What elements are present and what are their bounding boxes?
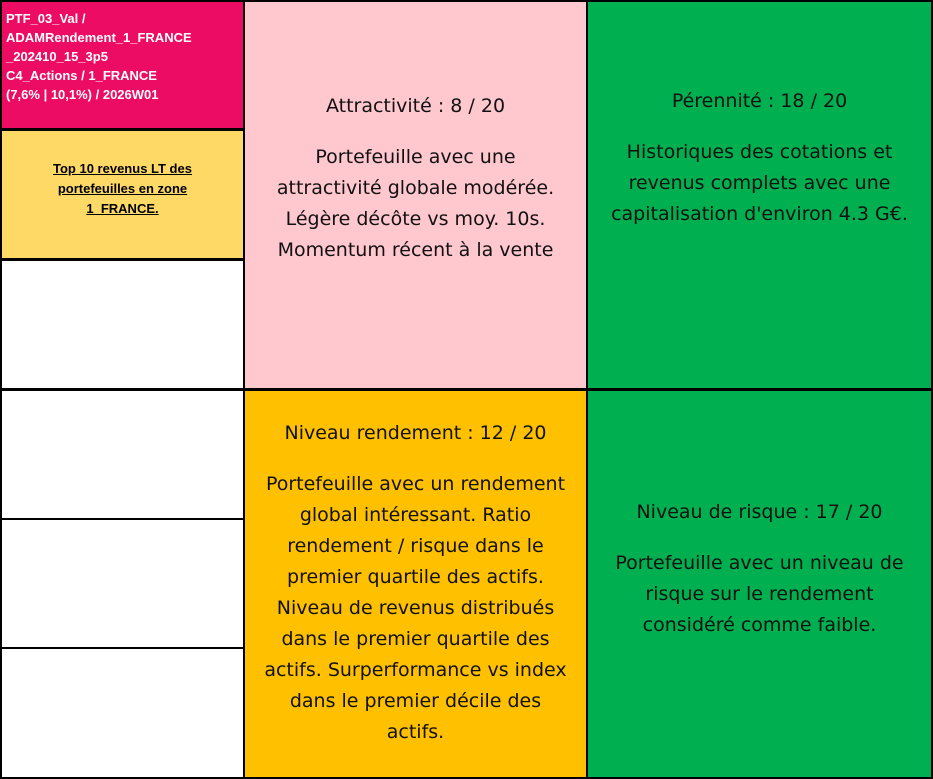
description-line: Légère décôte vs moy. 10s. — [285, 208, 546, 230]
rendement-score-title: Niveau rendement : 12 / 20 — [284, 421, 547, 444]
header-line: C4_Actions / 1_FRANCE — [6, 68, 157, 83]
description-line: Portefeuille avec un rendement — [265, 472, 566, 495]
description-line: actifs. — [386, 720, 445, 743]
rendement-description — [264, 469, 566, 748]
portfolio-header-cell — [2, 2, 243, 128]
description-line: risque sur le rendement — [645, 582, 874, 605]
empty-cell — [2, 261, 243, 388]
perennite-description — [611, 137, 908, 230]
rendement-cell — [245, 391, 586, 777]
header-line: ADAMRendement_1_FRANCE — [6, 30, 192, 45]
description-line: global intéressant. Ratio — [299, 503, 532, 526]
description-line: dans le premier quartile des — [281, 627, 550, 650]
description-line: Historiques des cotations et — [626, 140, 893, 163]
description-line: capitalisation d'environ 4.3 G€. — [611, 202, 908, 225]
header-line: PTF_03_Val / — [6, 11, 86, 26]
description-line: revenus complets avec une — [628, 171, 891, 194]
empty-cell — [2, 649, 243, 777]
top-revenus-link-line[interactable]: portefeuilles en zone — [57, 181, 188, 196]
description-line: considéré comme faible. — [642, 613, 877, 636]
description-line: rendement / risque dans le — [287, 534, 544, 557]
description-line: Niveau de revenus distribués — [276, 596, 555, 619]
risque-score-title: Niveau de risque : 17 / 20 — [636, 500, 883, 523]
empty-cell — [2, 520, 243, 647]
header-line: _202410_15_3p5 — [6, 49, 108, 64]
attractivite-cell — [245, 2, 586, 388]
header-line: (7,6% | 10,1%) / 2026W01 — [6, 87, 159, 102]
top-revenus-link-line[interactable]: Top 10 revenus LT des — [53, 161, 192, 176]
description-line: attractivité globale modérée. — [276, 177, 555, 199]
description-line: Portefeuille avec une — [315, 146, 516, 168]
top-revenus-link-line[interactable]: 1_FRANCE. — [86, 201, 159, 216]
description-line: dans le premier décile des — [289, 689, 542, 712]
description-line: premier quartile des actifs. — [287, 565, 544, 588]
perennite-cell — [588, 2, 931, 388]
attractivite-description — [277, 142, 554, 266]
description-line: Momentum récent à la vente — [277, 239, 554, 261]
description-line: actifs. Surperformance vs index — [264, 658, 567, 681]
risque-description — [615, 548, 903, 641]
perennite-score-title: Pérennité : 18 / 20 — [671, 89, 848, 112]
risque-cell — [588, 391, 931, 777]
top-revenus-link-cell[interactable] — [2, 131, 243, 258]
description-line: Portefeuille avec un niveau de — [615, 551, 904, 574]
attractivite-score-title: Attractivité : 8 / 20 — [325, 95, 506, 117]
empty-cell — [2, 391, 243, 518]
